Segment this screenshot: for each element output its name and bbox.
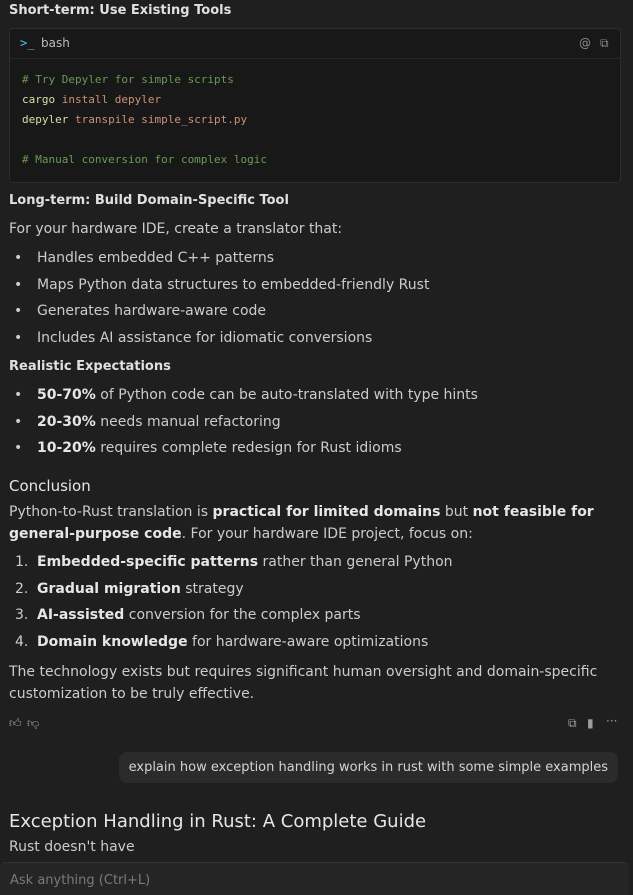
list-item — [9, 437, 478, 464]
list-item: • Includes AI assistance for idiomatic conversions — [9, 327, 429, 354]
expectations-list — [9, 384, 478, 464]
code-line-2-cmd: cargo — [22, 93, 56, 106]
long-term-list — [9, 247, 429, 353]
list-number: 4. — [15, 633, 29, 650]
conclusion-bold: practical for limited domains — [212, 504, 441, 520]
list-item — [9, 604, 453, 631]
terminal-icon: >_ — [20, 36, 35, 50]
list-item: • Handles embedded C++ patterns — [9, 247, 429, 274]
conclusion-text: . For your hardware IDE project, focus on: — [181, 526, 473, 542]
list-item — [9, 551, 453, 578]
list-item-bold: Domain knowledge — [37, 633, 188, 650]
list-item — [9, 411, 478, 438]
thumbs-down-icon[interactable]: 👎︎ — [27, 716, 40, 730]
code-block — [9, 28, 621, 183]
list-number: 1. — [15, 554, 29, 570]
copy-icon[interactable]: ⧉ — [600, 36, 609, 50]
list-item-text: requires complete redesign for Rust idioms — [95, 440, 402, 456]
chat-input[interactable] — [8, 868, 612, 892]
list-item: • Maps Python data structures to embedded-friendly Rust — [9, 274, 429, 301]
closing-paragraph: The technology exists but requires significant human oversight and domain-specific customization to be truly effective. — [9, 664, 598, 702]
long-term-heading: Long-term: Build Domain-Specific Tool — [9, 193, 289, 208]
list-number: 3. — [15, 607, 29, 623]
list-item — [9, 631, 453, 658]
list-item-text: strategy — [180, 580, 244, 597]
conclusion-bold: not feasible for general-purpose code — [9, 504, 594, 542]
chart-icon[interactable]: ▮ — [587, 716, 594, 730]
list-item-text: conversion for the complex parts — [124, 607, 361, 623]
list-item-bold: 10-20% — [37, 440, 96, 456]
copy-icon[interactable]: ⧉ — [568, 716, 577, 730]
conclusion-heading: Conclusion — [9, 477, 91, 495]
short-term-heading: Short-term: Use Existing Tools — [9, 3, 232, 18]
code-line-2-args: install depyler — [55, 93, 162, 106]
list-item-bold: Gradual migration — [37, 580, 181, 597]
long-term-intro: For your hardware IDE, create a translator that: — [9, 221, 343, 237]
list-item — [9, 578, 453, 605]
list-item-bold: 50-70% — [37, 387, 96, 403]
chat-input-bar — [0, 862, 629, 895]
list-item-text: rather than general Python — [258, 554, 453, 570]
code-language-label: bash — [41, 36, 70, 50]
list-item-text: for hardware-aware optimizations — [187, 633, 429, 650]
code-line-3-args: transpile simple_script.py — [68, 113, 248, 126]
code-line-5: # Manual conversion for complex logic — [22, 153, 268, 166]
list-item — [9, 384, 478, 411]
at-icon[interactable]: @ — [579, 36, 591, 50]
response-partial-text: Rust doesn't have — [9, 839, 135, 855]
more-icon[interactable]: ··· — [606, 714, 618, 728]
list-item: • Generates hardware-aware code — [9, 300, 429, 327]
list-item-text: needs manual refactoring — [95, 413, 281, 430]
conclusion-text: Python-to-Rust translation is — [9, 504, 213, 520]
list-item-text: of Python code can be auto-translated with type hints — [95, 387, 478, 403]
code-content — [22, 70, 267, 170]
response-title: Exception Handling in Rust: A Complete Guide — [9, 811, 427, 832]
list-item-bold: Embedded-specific patterns — [37, 554, 259, 570]
code-block-header — [10, 29, 620, 59]
list-item-bold: 20-30% — [37, 413, 96, 430]
thumbs-up-icon[interactable]: 👍︎ — [9, 716, 22, 730]
list-item-bold: AI-assisted — [37, 607, 125, 623]
conclusion-list — [9, 551, 453, 657]
code-line-1: # Try Depyler for simple scripts — [22, 73, 234, 86]
code-line-3-cmd: depyler — [22, 113, 69, 126]
conclusion-text: but — [440, 504, 473, 520]
list-number: 2. — [15, 580, 29, 597]
user-message-bubble: explain how exception handling works in rust with some simple examples — [119, 752, 618, 783]
expectations-heading: Realistic Expectations — [9, 359, 171, 374]
conclusion-paragraph — [9, 501, 621, 545]
